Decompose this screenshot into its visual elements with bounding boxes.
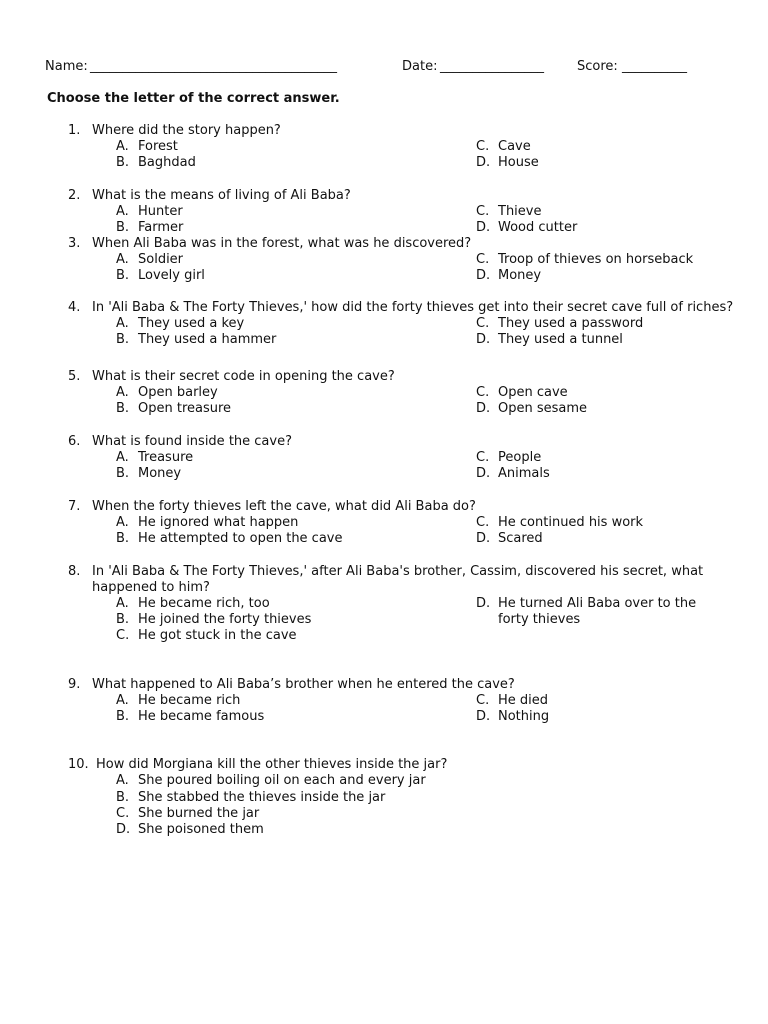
name-label: Name: xyxy=(45,59,88,74)
option-d[interactable]: D. Money xyxy=(476,268,542,283)
option-c[interactable]: C. People xyxy=(476,450,542,465)
option-a[interactable]: A. Treasure xyxy=(116,450,194,465)
option-a[interactable]: A. Hunter xyxy=(116,204,183,219)
option-a[interactable]: A. Soldier xyxy=(116,252,184,267)
option-c[interactable]: C. She burned the jar xyxy=(116,806,260,821)
question-number: 3. xyxy=(68,236,81,251)
option-d[interactable]: D. Scared xyxy=(476,531,543,546)
option-d[interactable]: D. Open sesame xyxy=(476,401,588,416)
option-c[interactable]: C. Cave xyxy=(476,139,531,154)
date-field[interactable]: ________________ xyxy=(440,59,544,74)
question-number: 2. xyxy=(68,188,81,203)
option-c[interactable]: C. Thieve xyxy=(476,204,542,219)
option-b[interactable]: B. He joined the forty thieves xyxy=(116,612,312,627)
option-d-continued: forty thieves xyxy=(498,612,581,627)
question-number: 8. xyxy=(68,564,81,579)
option-d[interactable]: D. They used a tunnel xyxy=(476,332,623,347)
option-a[interactable]: A. Open barley xyxy=(116,385,218,400)
option-b[interactable]: B. Money xyxy=(116,466,182,481)
question-number: 7. xyxy=(68,499,81,514)
option-a[interactable]: A. He became rich xyxy=(116,693,241,708)
option-d[interactable]: D. Wood cutter xyxy=(476,220,578,235)
option-c[interactable]: C. He died xyxy=(476,693,549,708)
question-text-continued: happened to him? xyxy=(92,580,210,595)
question-text: When the forty thieves left the cave, what did Ali Baba do? xyxy=(92,499,476,514)
option-b[interactable]: B. Baghdad xyxy=(116,155,196,170)
option-d[interactable]: D. Animals xyxy=(476,466,550,481)
option-a[interactable]: A. He became rich, too xyxy=(116,596,270,611)
question-text: What is found inside the cave? xyxy=(92,434,292,449)
option-b[interactable]: B. They used a hammer xyxy=(116,332,277,347)
option-a[interactable]: A. They used a key xyxy=(116,316,245,331)
date-label: Date: xyxy=(402,59,438,74)
question-number: 6. xyxy=(68,434,81,449)
question-text: What is their secret code in opening the cave? xyxy=(92,369,395,384)
option-b[interactable]: B. Farmer xyxy=(116,220,184,235)
option-d[interactable]: D. He turned Ali Baba over to the xyxy=(476,596,697,611)
option-a[interactable]: A. She poured boiling oil on each and every jar xyxy=(116,773,426,788)
option-d[interactable]: D. House xyxy=(476,155,539,170)
score-label: Score: xyxy=(577,59,618,74)
question-number: 4. xyxy=(68,300,81,315)
option-c[interactable]: C. He got stuck in the cave xyxy=(116,628,297,643)
question-number: 10. xyxy=(68,757,89,772)
option-b[interactable]: B. Lovely girl xyxy=(116,268,205,283)
instructions: Choose the letter of the correct answer. xyxy=(47,91,340,106)
question-text: How did Morgiana kill the other thieves inside the jar? xyxy=(96,757,448,772)
option-b[interactable]: B. She stabbed the thieves inside the jar xyxy=(116,790,386,805)
question-text: What is the means of living of Ali Baba? xyxy=(92,188,351,203)
option-a[interactable]: A. Forest xyxy=(116,139,178,154)
option-b[interactable]: B. Open treasure xyxy=(116,401,232,416)
question-text: In 'Ali Baba & The Forty Thieves,' after Ali Baba's brother, Cassim, discovered his secret, what xyxy=(92,564,704,579)
option-b[interactable]: B. He became famous xyxy=(116,709,265,724)
option-b[interactable]: B. He attempted to open the cave xyxy=(116,531,343,546)
option-c[interactable]: C. They used a password xyxy=(476,316,644,331)
option-d[interactable]: D. She poisoned them xyxy=(116,822,264,837)
question-number: 5. xyxy=(68,369,81,384)
question-text: In 'Ali Baba & The Forty Thieves,' how did the forty thieves get into their secret cave full of riches? xyxy=(92,300,734,315)
option-c[interactable]: C. Troop of thieves on horseback xyxy=(476,252,694,267)
option-c[interactable]: C. He continued his work xyxy=(476,515,644,530)
option-d[interactable]: D. Nothing xyxy=(476,709,550,724)
option-a[interactable]: A. He ignored what happen xyxy=(116,515,299,530)
name-field[interactable]: ______________________________________ xyxy=(90,59,337,74)
score-field[interactable]: __________ xyxy=(622,59,687,74)
question-text: What happened to Ali Baba’s brother when he entered the cave? xyxy=(92,677,515,692)
option-c[interactable]: C. Open cave xyxy=(476,385,568,400)
question-text: When Ali Baba was in the forest, what was he discovered? xyxy=(92,236,472,251)
question-number: 9. xyxy=(68,677,81,692)
question-number: 1. xyxy=(68,123,81,138)
question-text: Where did the story happen? xyxy=(92,123,281,138)
